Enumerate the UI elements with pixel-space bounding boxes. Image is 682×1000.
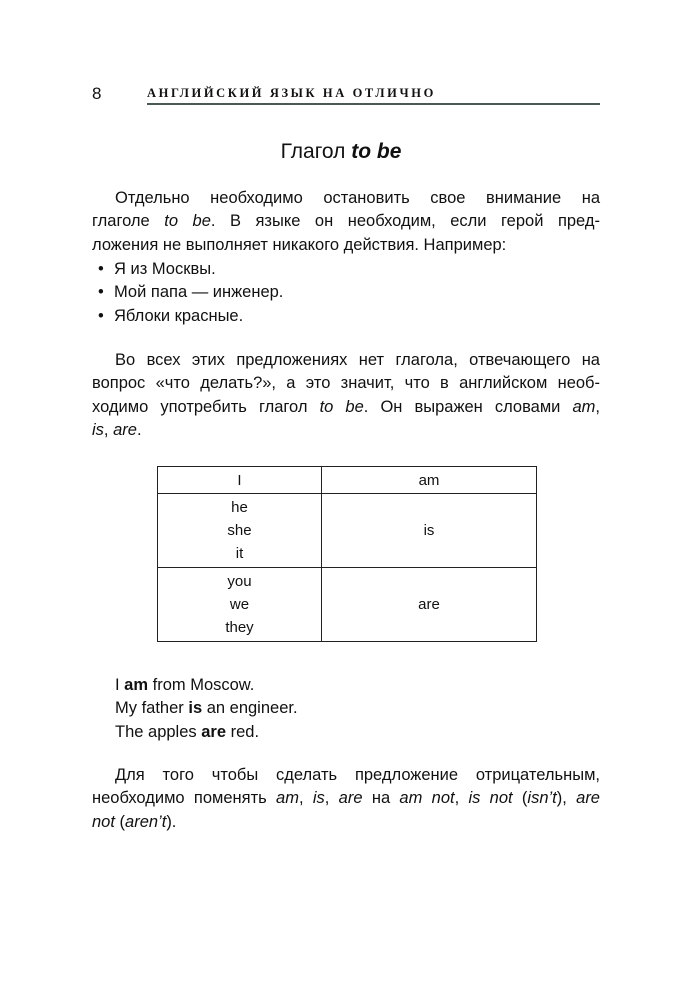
text-line: вопрос «что делать?», а это значит, что в английском необ-	[92, 374, 600, 393]
list-item: • Мой папа — инженер.	[98, 283, 284, 302]
text-line: not (aren’t).	[92, 812, 177, 831]
title-emphasis: to be	[351, 140, 402, 163]
running-header: АНГЛИЙСКИЙ ЯЗЫК НА ОТЛИЧНО	[147, 86, 436, 100]
table-row	[158, 568, 537, 642]
paragraph-intro	[92, 187, 600, 257]
page-number: 8	[92, 84, 102, 103]
verb-cell: is	[322, 494, 537, 568]
paragraph-explanation	[92, 349, 600, 442]
table-row	[158, 467, 537, 494]
example-sentence: My father is an engineer.	[115, 699, 298, 718]
paragraph-negation	[92, 764, 600, 834]
list-item: • Яблоки красные.	[98, 306, 244, 325]
example-sentence: I am from Moscow.	[115, 676, 255, 694]
text-line: ложения не выполняет никакого действия. Например:	[92, 235, 507, 254]
text-line: Отдельно необходимо остановить свое внимание на	[115, 189, 600, 207]
text-line: is, are.	[92, 420, 142, 439]
table-row	[158, 494, 537, 568]
pronoun-cell: I	[158, 467, 322, 494]
text-line: ходимо употребить глагол to be. Он выражен словами am,	[92, 397, 600, 416]
section-title	[0, 140, 682, 164]
verb-cell: am	[322, 467, 537, 494]
example-bullet-list	[92, 258, 283, 328]
list-item: • Я из Москвы.	[98, 260, 216, 278]
text-line: глаголе to be. В языке он необходим, если герой пред-	[92, 212, 600, 231]
pronoun-cell: he she it	[158, 494, 322, 568]
pronoun-cell: you we they	[158, 568, 322, 642]
text-line: Во всех этих предложениях нет глагола, отвечающего на	[115, 351, 600, 369]
example-sentence: The apples are red.	[115, 722, 260, 741]
header-rule	[147, 103, 600, 105]
text-line: необходимо поменять am, is, are на am not, is not (isn’t), are	[92, 789, 600, 808]
english-examples	[115, 674, 298, 744]
title-text: Глагол	[280, 140, 352, 163]
conjugation-table	[157, 466, 537, 642]
verb-cell: are	[322, 568, 537, 642]
text-line: Для того чтобы сделать предложение отрицательным,	[115, 766, 600, 784]
